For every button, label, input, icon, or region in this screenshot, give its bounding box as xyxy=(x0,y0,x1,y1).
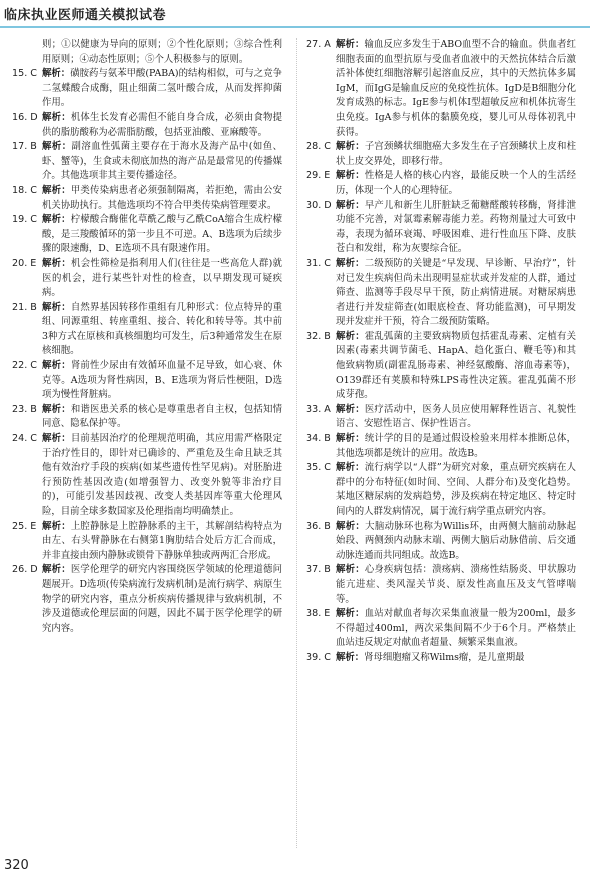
answer-item xyxy=(306,257,576,330)
answer-item xyxy=(12,403,282,432)
explanation-text: 心身疾病包括：溃疡病、溃疡性结肠炎、甲状腺功能亢进症、类风湿关节炎、原发性高血压及支气管哮喘等。 xyxy=(336,564,576,605)
right-column xyxy=(306,38,576,666)
explanation-text: 副溶血性弧菌主要存在于海水及海产品中(如鱼、虾、蟹等)，生食或未彻底加热的海产品是最常见的传播媒介。其他选项非其主要传播途径。 xyxy=(42,141,282,182)
explanation-text: 霍乱弧菌的主要致病物质包括霍乱毒素、定植有关因素(毒素共调节菌毛、HapA、趋化蛋白、鞭毛等)和其他致病物质(副霍乱肠毒素、神经氨酸酶、溶血毒素等)，O139群还有荚膜和特殊LPS毒性决定簇。霍乱弧菌不形成芽孢。 xyxy=(336,330,576,401)
answer-number: 22. C xyxy=(12,360,38,372)
answer-item xyxy=(306,140,576,169)
answer-number: 17. B xyxy=(12,141,37,153)
answer-item xyxy=(12,140,282,184)
explanation-text: 统计学的目的是通过假设检验来用样本推断总体，其他选项都是统计的应用。故选B。 xyxy=(336,433,576,459)
explanation-text: 二级预防的关键是“早发现、早诊断、早治疗”，针对已发生疾病但尚未出现明显症状或并发症的人群，通过筛查、监测等手段尽早干预，防止病情进展。对糖尿病患者进行并发症筛查(如眼底检查、肾功能监测)，可早期发现并发症并干预，符合二级预防策略。 xyxy=(336,257,576,328)
answer-explanation xyxy=(42,213,282,257)
explanation-text: 目前基因治疗的伦理规范明确，其应用需严格限定于治疗性目的，即针对已确诊的、严重危及生命且缺乏其他有效治疗手段的疾病(如某些遗传性罕见病)。对胚胎进行预防性基因改造(如增强智力、改变外貌等非治疗目的)，可能引发基因歧视、改变人类基因库等重大伦理风险，目前全球多数国家及伦理指南均明确禁止。 xyxy=(42,433,282,517)
explanation-label: 解析： xyxy=(42,111,71,123)
answer-number: 39. C xyxy=(306,651,332,663)
explanation-text: 医学伦理学的研究内容围绕医学领域的伦理道德问题展开。D选项(传染病流行发病机制)是流行病学、病原生物学的研究内容，重点分析疾病传播规律与致病机制，不涉及道德或伦理层面的问题，因此不属于医学伦理学的研究内容。 xyxy=(42,564,282,634)
answer-explanation xyxy=(42,563,282,636)
answer-item xyxy=(306,199,576,257)
explanation-label: 解析： xyxy=(336,199,365,211)
answer-item xyxy=(12,432,282,520)
answer-item xyxy=(306,432,576,461)
answer-item xyxy=(12,520,282,564)
explanation-text: 子宫颈鳞状细胞癌大多发生在子宫颈鳞状上皮和柱状上皮交界处，即移行带。 xyxy=(336,141,576,167)
explanation-label: 解析： xyxy=(42,301,71,313)
continued-text: 则；①以健康为导向的原则；②个性化原则；③综合性利用原则；④动态性原则；⑤个人积极参与的原则。 xyxy=(42,39,282,65)
explanation-text: 柠檬酸合酶催化草酰乙酸与乙酰CoA缩合生成柠檬酸，是三羧酸循环的第一步且不可逆。A、B选项为后续步骤的限速酶，D、E选项不具有限速作用。 xyxy=(42,214,282,255)
answer-explanation xyxy=(42,111,282,140)
answer-item xyxy=(12,257,282,301)
explanation-text: 输血反应多发生于ABO血型不合的输血。供血者红细胞表面的血型抗原与受血者血液中的天然抗体结合后激活补体使红细胞溶解引起溶血反应，其中的天然抗体多属IgM，而IgG是输血反应的免疫性抗体。IgD是B细胞分化发育成熟的标志。IgE参与机体I型超敏反应和机体抗寄生虫免疫。IgA参与机体的黏膜免疫，婴儿可从母体初乳中获得。 xyxy=(336,39,576,138)
answer-item xyxy=(12,359,282,403)
answer-item xyxy=(306,330,576,403)
explanation-text: 磺胺药与氨苯甲酸(PABA)的结构相似，可与之竞争二氢蝶酸合成酶，阻止细菌二氢叶酸合成，从而发挥抑菌作用。 xyxy=(42,68,282,109)
answer-number: 23. B xyxy=(12,403,37,415)
answer-explanation xyxy=(42,184,282,213)
explanation-label: 解析： xyxy=(42,68,71,80)
answer-number: 38. E xyxy=(306,608,331,620)
answer-number: 18. C xyxy=(12,184,38,196)
answer-explanation xyxy=(42,520,282,564)
answer-number: 15. C xyxy=(12,68,38,80)
answer-number: 28. C xyxy=(306,141,332,153)
answer-explanation xyxy=(336,140,576,169)
answer-number: 21. B xyxy=(12,301,37,313)
answer-number: 16. D xyxy=(12,111,38,123)
explanation-label: 解析： xyxy=(42,141,72,153)
answer-explanation xyxy=(42,67,282,111)
explanation-label: 解析： xyxy=(336,651,365,663)
answer-number: 25. E xyxy=(12,520,37,532)
explanation-label: 解析： xyxy=(42,520,71,532)
answer-number: 20. E xyxy=(12,257,37,269)
answer-item xyxy=(306,461,576,519)
answer-item xyxy=(306,403,576,432)
explanation-text: 上腔静脉是上腔静脉系的主干，其解剖结构特点为由左、右头臂静脉在右侧第1胸肋结合处后方汇合而成，并非直接由颈内静脉或锁骨下静脉单独或两两汇合形成。 xyxy=(42,520,282,561)
answer-item xyxy=(306,169,576,198)
answer-explanation xyxy=(336,563,576,607)
answer-explanation xyxy=(42,140,282,184)
page-header xyxy=(0,0,590,28)
explanation-label: 解析： xyxy=(42,184,71,196)
answer-explanation xyxy=(336,199,576,257)
answer-number: 34. B xyxy=(306,433,331,445)
explanation-label: 解析： xyxy=(336,403,365,415)
answer-item xyxy=(12,111,282,140)
answer-explanation xyxy=(336,461,576,519)
column-divider xyxy=(296,38,297,848)
answer-item xyxy=(12,563,282,636)
explanation-text: 肾母细胞瘤又称Wilms瘤，是儿童期最 xyxy=(364,651,525,663)
answer-explanation xyxy=(42,432,282,520)
explanation-label: 解析： xyxy=(336,608,365,620)
explanation-text: 机体生长发育必需但不能自身合成，必须由食物提供的脂肪酸称为必需脂肪酸，包括亚油酸、亚麻酸等。 xyxy=(42,111,282,138)
answer-explanation xyxy=(336,38,576,140)
explanation-label: 解析： xyxy=(42,257,72,269)
explanation-label: 解析： xyxy=(42,403,71,415)
explanation-text: 机会性筛检是指利用人们(往往是一些高危人群)就医的机会，进行某些针对性的检查，以早期发现可疑疾病。 xyxy=(42,257,282,299)
left-column xyxy=(12,38,282,636)
explanation-label: 解析： xyxy=(336,462,365,474)
explanation-label: 解析： xyxy=(336,257,365,269)
explanation-text: 和谐医患关系的核心是尊重患者自主权，包括知情同意、隐私保护等。 xyxy=(42,403,282,430)
answer-explanation xyxy=(336,651,576,666)
answer-item xyxy=(306,563,576,607)
answer-item xyxy=(306,651,576,666)
answer-explanation xyxy=(336,607,576,651)
explanation-text: 肾前性少尿由有效循环血量不足导致，如心衰、休克等。A选项为肾性病因，B、E选项为肾后性梗阻，D选项为慢性肾脏病。 xyxy=(42,360,282,401)
explanation-label: 解析： xyxy=(336,170,365,182)
answer-explanation xyxy=(42,257,282,301)
answer-number: 27. A xyxy=(306,39,331,50)
answer-explanation xyxy=(336,432,576,461)
answer-item xyxy=(12,67,282,111)
answer-number: 33. A xyxy=(306,403,331,415)
explanation-text: 大脑动脉环也称为Willis环，由两侧大脑前动脉起始段、两侧颈内动脉末端、两侧大脑后动脉借前、后交通动脉连通而共同组成。故选B。 xyxy=(336,520,576,561)
header-rule xyxy=(0,26,590,28)
explanation-label: 解析： xyxy=(42,214,71,226)
answer-number: 32. B xyxy=(306,330,331,342)
answer-explanation xyxy=(42,359,282,403)
explanation-text: 医疗活动中，医务人员应使用解释性语言、礼貌性语言、安慰性语言、保护性语言。 xyxy=(336,403,576,430)
answer-explanation xyxy=(336,330,576,403)
answer-number: 19. C xyxy=(12,214,38,226)
answer-number: 37. B xyxy=(306,564,331,576)
answer-explanation xyxy=(336,169,576,198)
explanation-text: 自然界基因转移作重组有几种形式：位点特异的重组、同源重组、转座重组、接合、转化和转导等。其中前3种方式在原核和真核细胞均可发生，后3种通常发生在原核细胞。 xyxy=(42,301,282,357)
explanation-label: 解析： xyxy=(336,564,365,576)
answer-explanation xyxy=(336,520,576,564)
explanation-label: 解析： xyxy=(336,330,365,342)
answer-item xyxy=(306,38,576,140)
answer-item xyxy=(12,301,282,359)
answer-number: 35. C xyxy=(306,462,332,474)
answer-explanation xyxy=(42,301,282,359)
explanation-text: 流行病学以“人群”为研究对象，重点研究疾病在人群中的分布特征(如时间、空间、人群分布)及变化趋势。某地区糖尿病的发病趋势，涉及疾病在特定地区、特定时间内的人群发病情况，属于流行病学重点研究内容。 xyxy=(336,462,576,517)
answer-number: 36. B xyxy=(306,520,331,532)
answer-explanation xyxy=(42,403,282,432)
explanation-label: 解析： xyxy=(336,39,365,50)
answer-explanation xyxy=(336,257,576,330)
answer-number: 30. D xyxy=(306,199,332,211)
explanation-text: 性格是人格的核心内容，最能反映一个人的生活经历，体现一个人的心理特征。 xyxy=(336,170,576,196)
explanation-text: 早产儿和新生儿肝脏缺乏葡糖醛酸转移酶，肾排泄功能不完善，对氯霉素解毒能力差。药物剂量过大可致中毒，表现为循环衰竭、呼吸困难、进行性血压下降、皮肤苍白和发绀，称为灰婴综合征。 xyxy=(336,199,576,255)
explanation-text: 血站对献血者每次采集血液量一般为200ml，最多不得超过400ml，两次采集间隔不少于6个月。严格禁止血站违反规定对献血者超量、频繁采集血液。 xyxy=(336,608,576,649)
explanation-label: 解析： xyxy=(42,564,71,576)
answer-item xyxy=(306,520,576,564)
explanation-label: 解析： xyxy=(42,433,71,445)
book-title: 临床执业医师通关模拟试卷 xyxy=(4,8,167,23)
answer-number: 31. C xyxy=(306,257,332,269)
explanation-label: 解析： xyxy=(336,433,365,445)
explanation-label: 解析： xyxy=(42,360,71,372)
answer-item xyxy=(12,184,282,213)
answer-number: 29. E xyxy=(306,170,331,182)
explanation-text: 甲类传染病患者必须强制隔离，若拒绝，需由公安机关协助执行。其他选项均不符合甲类传染病管理要求。 xyxy=(42,184,282,211)
explanation-label: 解析： xyxy=(336,520,366,532)
answer-number: 24. C xyxy=(12,433,38,445)
page-number: 320 xyxy=(4,858,29,873)
answer-item xyxy=(306,607,576,651)
explanation-label: 解析： xyxy=(336,141,365,153)
answer-item xyxy=(12,213,282,257)
answer-explanation xyxy=(336,403,576,432)
answer-number: 26. D xyxy=(12,564,38,576)
